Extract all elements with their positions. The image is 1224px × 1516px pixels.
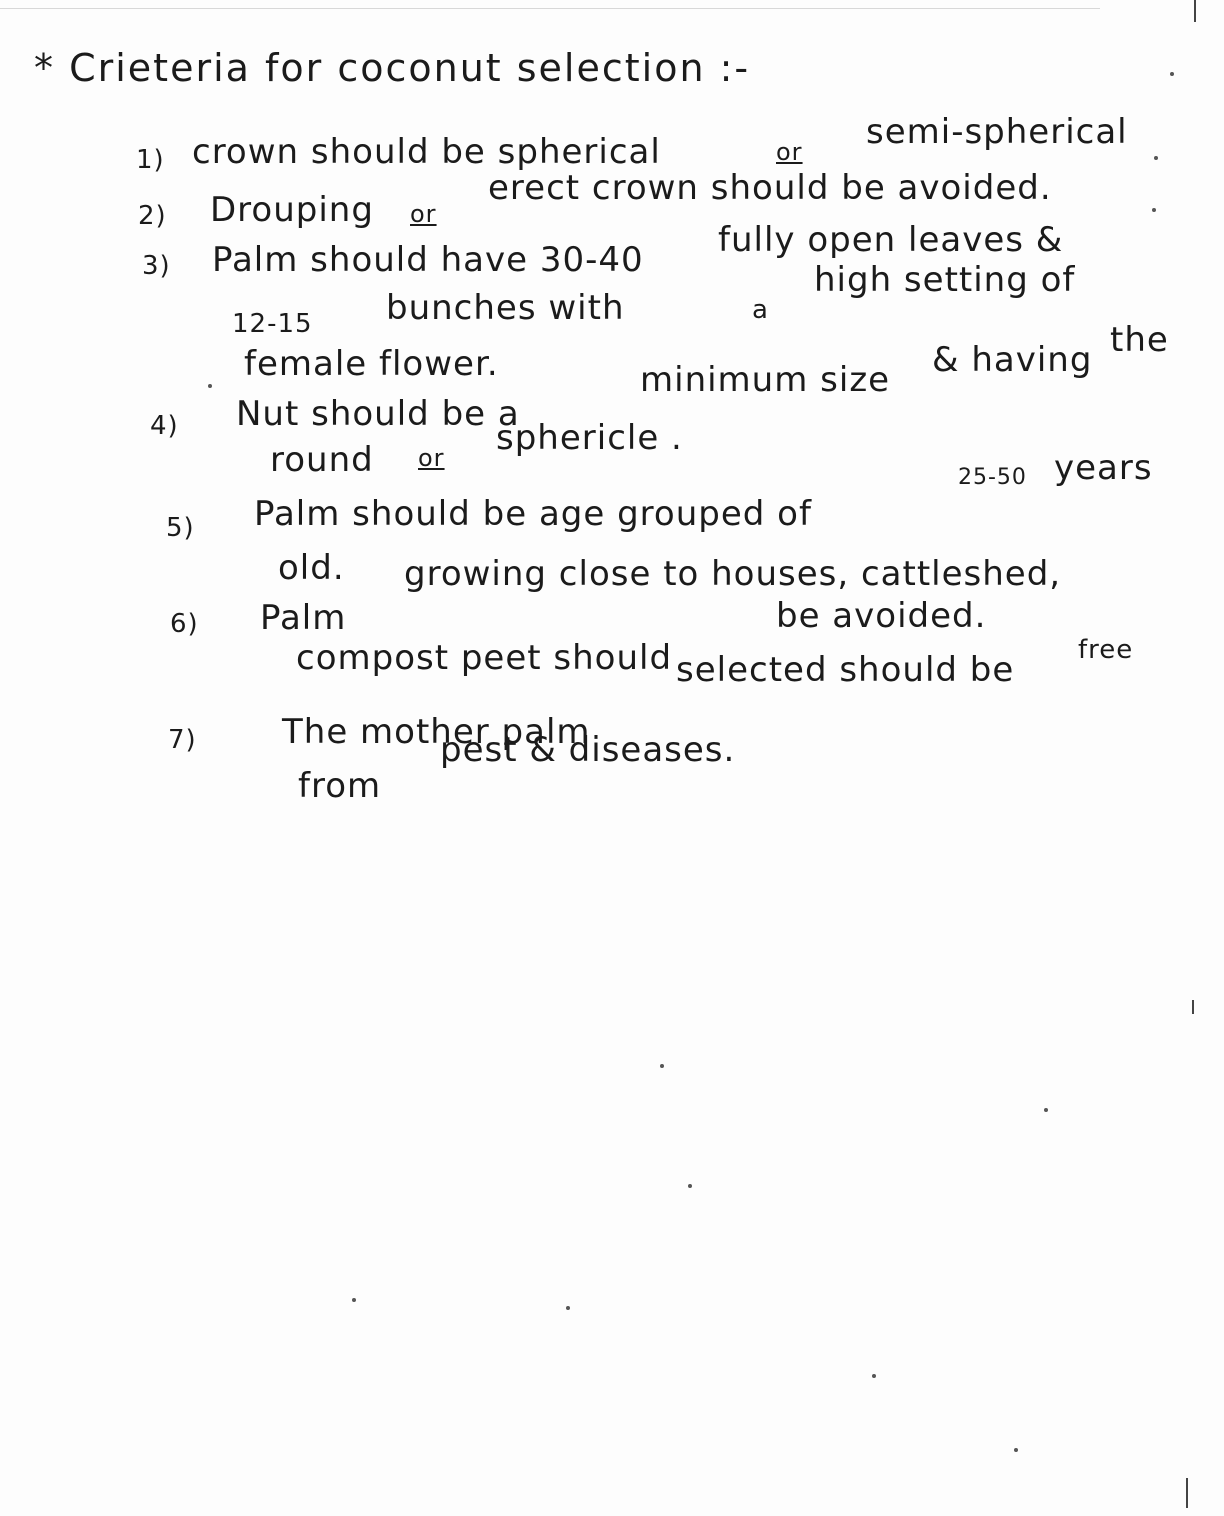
item-1-text: crown should be spherical [192,132,661,172]
item-6-text: growing close to houses, cattleshed, [404,554,1062,594]
item-1-or: or [776,138,803,166]
paper-speck [1154,156,1158,160]
item-7-from: from [298,766,382,806]
page-title: * Crieteria for coconut selection :- [34,46,751,90]
paper-speck [1044,1108,1048,1112]
item-number-1: 1) [136,145,165,175]
paper-speck [688,1184,692,1188]
edge-mark-bottom [1186,1478,1188,1508]
paper-speck [1014,1448,1018,1452]
paper-speck [1152,208,1156,212]
item-6-compost: compost peet should [296,638,673,678]
item-number-6: 6) [170,609,199,639]
paper-speck [566,1306,570,1310]
item-4-or: or [418,444,445,472]
item-5-years: years [1054,448,1153,488]
item-number-7: 7) [168,725,197,755]
item-5-old: old. [278,548,345,588]
item-6-palm: Palm [260,598,347,638]
item-7-text: The mother palm [282,712,591,752]
item-3-high-setting: high setting of [814,260,1076,300]
item-4-having: & having [932,340,1093,380]
item-4-text: Nut should be a [236,394,520,434]
paper-speck [208,384,212,388]
item-3-bunches: bunches with [386,288,625,328]
item-5-age-range: 25-50 [958,465,1027,490]
item-3-count: 12-15 [232,309,313,339]
item-7-free: free [1078,635,1134,665]
edge-mark-mid [1192,1000,1194,1014]
item-2-text: Drouping [210,190,374,230]
item-4-minimum-size: minimum size [640,360,891,400]
item-3-female-flower: female flower. [244,344,499,384]
item-7-selected: selected should be [676,650,1015,690]
item-number-5: 5) [166,513,195,543]
item-3-text: Palm should have 30-40 [212,240,644,280]
item-5-text: Palm should be age grouped of [254,494,812,534]
item-number-3: 3) [142,251,171,281]
top-rule-line [0,8,1100,9]
edge-mark-top [1194,0,1196,22]
paper-speck [660,1064,664,1068]
item-4-the: the [1110,320,1169,360]
item-2-text-b: erect crown should be avoided. [488,168,1052,208]
item-4-round: round [270,440,374,480]
item-1-text-b: semi-spherical [866,112,1128,152]
item-number-4: 4) [150,411,179,441]
item-2-or: or [410,200,437,228]
item-3-a: a [752,295,769,325]
item-6-avoided: be avoided. [776,596,987,636]
paper-speck [872,1374,876,1378]
paper-speck [1170,72,1174,76]
item-number-2: 2) [138,201,167,231]
item-3-text-b: fully open leaves & [718,220,1064,260]
paper-speck [352,1298,356,1302]
item-7-pest: pest & diseases. [440,730,736,770]
item-4-sphericle: sphericle . [496,418,683,458]
